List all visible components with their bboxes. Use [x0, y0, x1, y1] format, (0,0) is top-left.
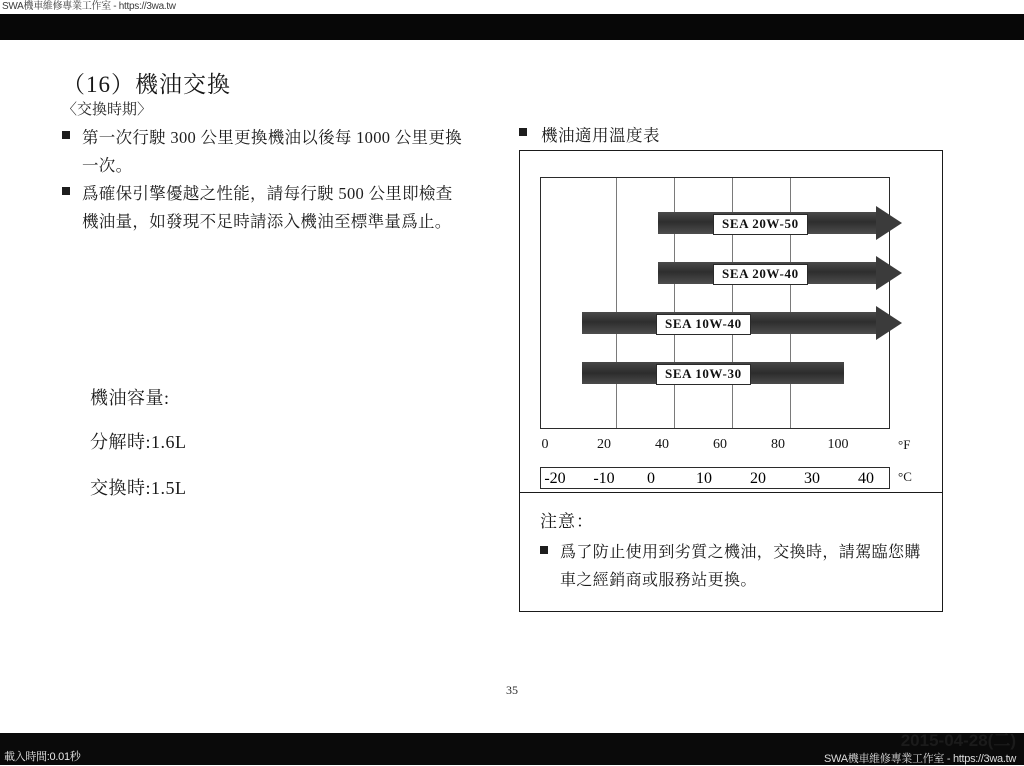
gridline	[616, 178, 617, 428]
top-black-stripe	[0, 14, 1024, 40]
axis-tick-label: 80	[771, 437, 785, 452]
chart-bar-arrow-icon	[876, 256, 902, 290]
axis-tick-label: 0	[647, 470, 655, 487]
chart-heading-text: 機油適用溫度表	[541, 126, 660, 145]
chart-bar-label: SEA 10W-40	[656, 314, 751, 335]
axis-tick-label: 40	[858, 470, 874, 487]
square-bullet-icon	[540, 546, 548, 554]
list-item-text: 第一次行駛 300 公里更換機油以後每 1000 公里更換一次。	[82, 128, 462, 175]
chart-bar-arrow-icon	[876, 306, 902, 340]
axis-tick-label: 60	[713, 437, 727, 452]
chart-plot-area	[540, 177, 890, 429]
square-bullet-icon	[62, 131, 70, 139]
page-number: 35	[506, 683, 518, 697]
page-title	[62, 66, 231, 99]
status-footer-url: SWA機車維修專業工作室 - https://3wa.tw	[824, 753, 1016, 765]
oil-temperature-chart	[519, 150, 943, 498]
axis-tick-label: 0	[541, 437, 549, 452]
chart-bar-label: SEA 20W-50	[713, 214, 808, 235]
axis-tick-label: -10	[593, 470, 615, 487]
chart-bar-label: SEA 20W-40	[713, 264, 808, 285]
square-bullet-icon	[62, 187, 70, 195]
list-item-text: 爲確保引擎優越之性能，請每行駛 500 公里即檢查機油量，如發現不足時請添入機油至標準量爲止。	[82, 184, 453, 231]
status-load-time: 載入時間:0.01秒	[4, 751, 81, 763]
chart-heading	[519, 122, 660, 146]
section-subtitle: 〈交換時期〉	[62, 102, 153, 118]
chart-bar-label: SEA 10W-30	[656, 364, 751, 385]
fahrenheit-axis	[540, 437, 890, 455]
axis-tick-label: 20	[597, 437, 611, 452]
notice-title: 注意：	[540, 512, 594, 531]
notice-item	[540, 539, 932, 595]
browser-title-bar	[0, 0, 1024, 14]
celsius-unit-label: °C	[898, 469, 912, 484]
document-page	[0, 40, 1024, 733]
capacity-heading: 機油容量:	[90, 388, 170, 408]
axis-tick-label: 20	[750, 470, 766, 487]
fahrenheit-unit-label: °F	[898, 437, 911, 452]
axis-tick-label: -20	[544, 470, 566, 487]
list-item	[62, 124, 462, 180]
celsius-axis	[540, 467, 890, 489]
notice-text: 爲了防止使用到劣質之機油，交換時，請駕臨您購車之經銷商或服務站更換。	[560, 544, 921, 589]
notice-box	[519, 492, 943, 612]
section-number: （16）	[62, 72, 135, 97]
section-title: 機油交換	[135, 72, 231, 97]
list-item	[62, 180, 462, 236]
status-date: 2015-04-28(二)	[900, 731, 1016, 750]
square-bullet-icon	[519, 128, 527, 136]
axis-tick-label: 10	[696, 470, 712, 487]
browser-title-text: SWA機車維修專業工作室 - https://3wa.tw	[2, 1, 176, 12]
axis-tick-label: 30	[804, 470, 820, 487]
chart-bar-arrow-icon	[876, 206, 902, 240]
axis-tick-label: 100	[827, 437, 849, 452]
capacity-overhaul: 分解時:1.6L	[90, 432, 187, 452]
axis-tick-label: 40	[655, 437, 669, 452]
capacity-change: 交換時:1.5L	[90, 478, 187, 498]
